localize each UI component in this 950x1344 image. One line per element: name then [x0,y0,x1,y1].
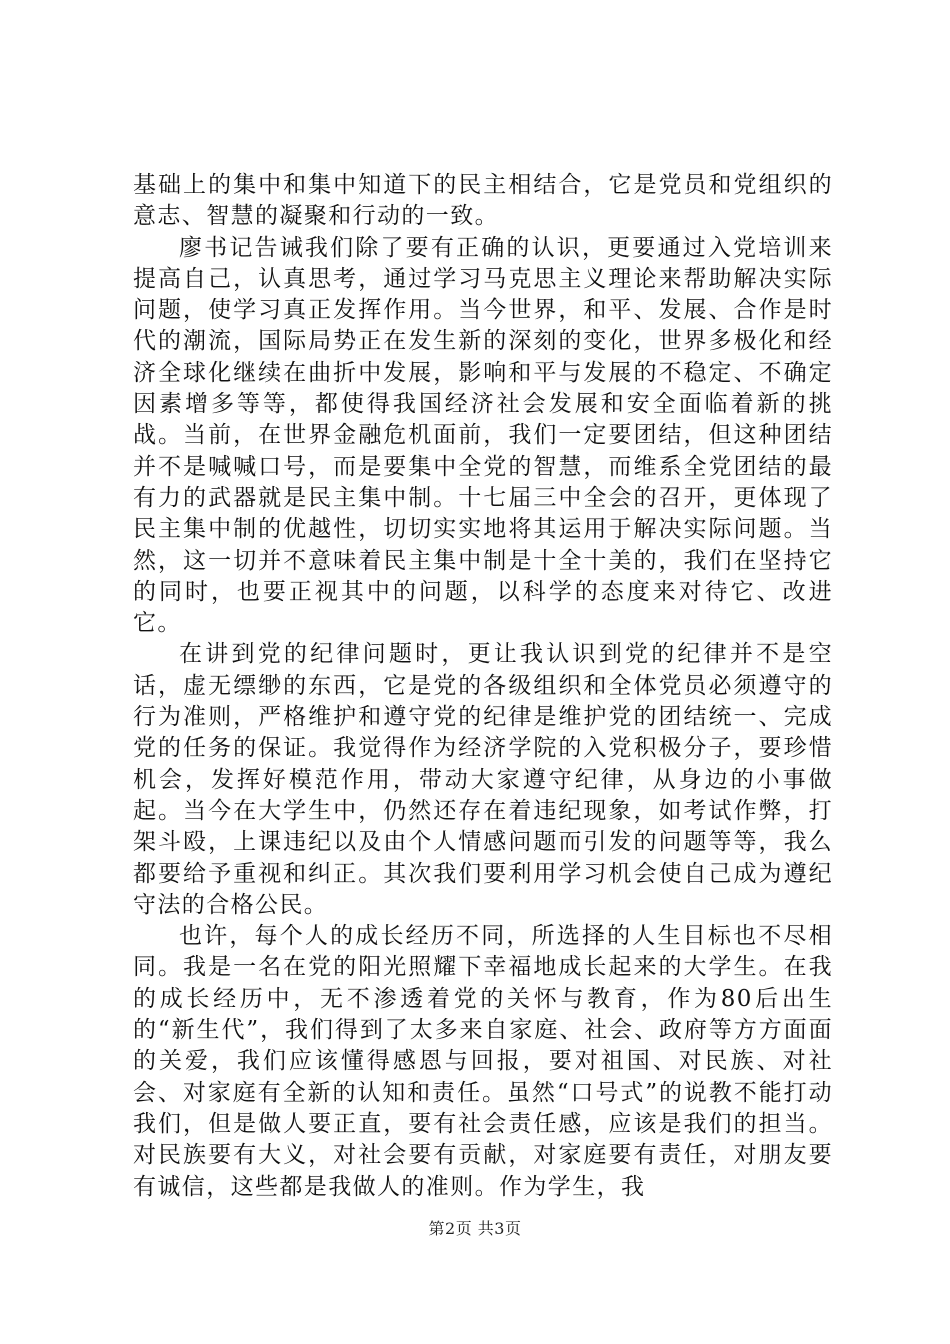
paragraph-3: 在讲到党的纪律问题时，更让我认识到党的纪律并不是空话，虚无缥缈的东西，它是党的各级组织和全体党员必须遵守的行为准则，严格维护和遵守党的纪律是维护党的团结统一、完成党的任务的保证。我觉得作为经济学院的入党积极分子，要珍惜机会，发挥好模范作用，带动大家遵守纪律，从身边的小事做起。当今在大学生中，仍然还存在着违纪现象，如考试作弊，打架斗殴，上课违纪以及由个人情感问题而引发的问题等等，我么都要给予重视和纠正。其次我们要利用学习机会使自己成为遵纪守法的合格公民。 [133,641,833,918]
paragraph-1: 基础上的集中和集中知道下的民主相结合，它是党员和党组织的意志、智慧的凝聚和行动的一致。 [133,172,833,230]
document-body [133,170,833,1203]
paragraph-4: 也许，每个人的成长经历不同，所选择的人生目标也不尽相同。我是一名在党的阳光照耀下幸福地成长起来的大学生。在我的成长经历中，无不渗透着党的关怀与教育，作为80后出生的“新生代”，我们得到了太多来自家庭、社会、政府等方方面面的关爱，我们应该懂得感恩与回报，要对祖国、对民族、对社会、对家庭有全新的认知和责任。虽然“口号式”的说教不能打动我们，但是做人要正直，要有社会责任感，应该是我们的担当。对民族要有大义，对社会要有贡献，对家庭要有责任，对朋友要有诚信，这些都是我做人的准则。作为学生，我 [133,923,833,1200]
paragraph-2: 廖书记告诫我们除了要有正确的认识，更要通过入党培训来提高自己，认真思考，通过学习马克思主义理论来帮助解决实际问题，使学习真正发挥作用。当今世界，和平、发展、合作是时代的潮流，国际局势正在发生新的深刻的变化，世界多极化和经济全球化继续在曲折中发展，影响和平与发展的不稳定、不确定因素增多等等，都使得我国经济社会发展和安全面临着新的挑战。当前，在世界金融危机面前，我们一定要团结，但这种团结并不是喊喊口号，而是要集中全党的智慧，而维系全党团结的最有力的武器就是民主集中制。十七届三中全会的召开，更体现了民主集中制的优越性，切切实实地将其运用于解决实际问题。当然，这一切并不意味着民主集中制是十全十美的，我们在坚持它的同时，也要正视其中的问题，以科学的态度来对待它、改进它。 [133,234,833,637]
page-number-footer: 第2页 共3页 [428,1219,522,1238]
